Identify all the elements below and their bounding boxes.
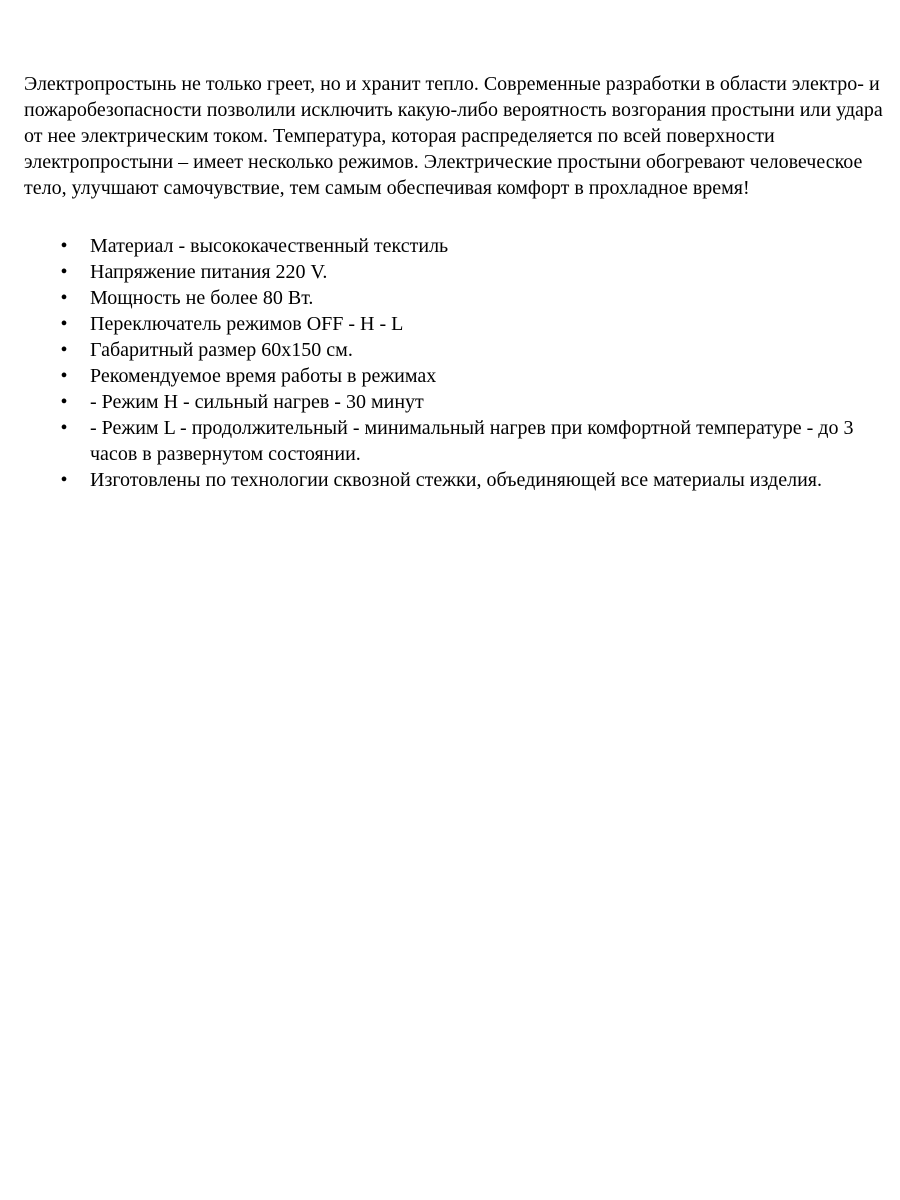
list-item-text: Напряжение питания 220 V. xyxy=(90,261,328,283)
bullet-icon: • xyxy=(60,261,68,283)
intro-paragraph: Электропростынь не только греет, но и хранит тепло. Современные разработки в области электро- и пожаробезопасности позволили исключить какую-либо вероятность возгорания простыни или удара от нее электрическим током. Температура, которая распределяется по всей поверхности электропростыни – имеет несколько режимов. Электрические простыни обогревают человеческое тело, улучшают самочувствие, тем самым обеспечивая комфорт в прохладное время! xyxy=(24,73,883,199)
list-item-text: - Режим L - продолжительный - минимальный нагрев при комфортной температуре - до 3 часов в развернутом состоянии. xyxy=(90,417,854,465)
list-item xyxy=(24,363,890,389)
list-item xyxy=(24,337,890,363)
list-item-text: Мощность не более 80 Вт. xyxy=(90,287,314,309)
list-item xyxy=(24,415,890,467)
list-item xyxy=(24,233,890,259)
list-item xyxy=(24,467,890,493)
list-item-text: - Режим H - сильный нагрев - 30 минут xyxy=(90,391,424,413)
list-item xyxy=(24,389,890,415)
bullet-icon: • xyxy=(60,469,68,491)
list-item-text: Материал - высококачественный текстиль xyxy=(90,235,449,257)
bullet-icon: • xyxy=(60,417,68,439)
list-item xyxy=(24,285,890,311)
list-item xyxy=(24,259,890,285)
list-item-text: Переключатель режимов OFF - H - L xyxy=(90,313,404,335)
bullet-icon: • xyxy=(60,313,68,335)
bullet-icon: • xyxy=(60,391,68,413)
bullet-icon: • xyxy=(60,287,68,309)
bullet-icon: • xyxy=(60,235,68,257)
document-body xyxy=(24,71,890,493)
list-item-text: Рекомендуемое время работы в режимах xyxy=(90,365,437,387)
list-item-text: Габаритный размер 60х150 см. xyxy=(90,339,353,361)
bullet-icon: • xyxy=(60,365,68,387)
list-item xyxy=(24,311,890,337)
list-item-text: Изготовлены по технологии сквозной стежки, объединяющей все материалы изделия. xyxy=(90,469,822,491)
bullet-icon: • xyxy=(60,339,68,361)
feature-list xyxy=(24,233,890,493)
